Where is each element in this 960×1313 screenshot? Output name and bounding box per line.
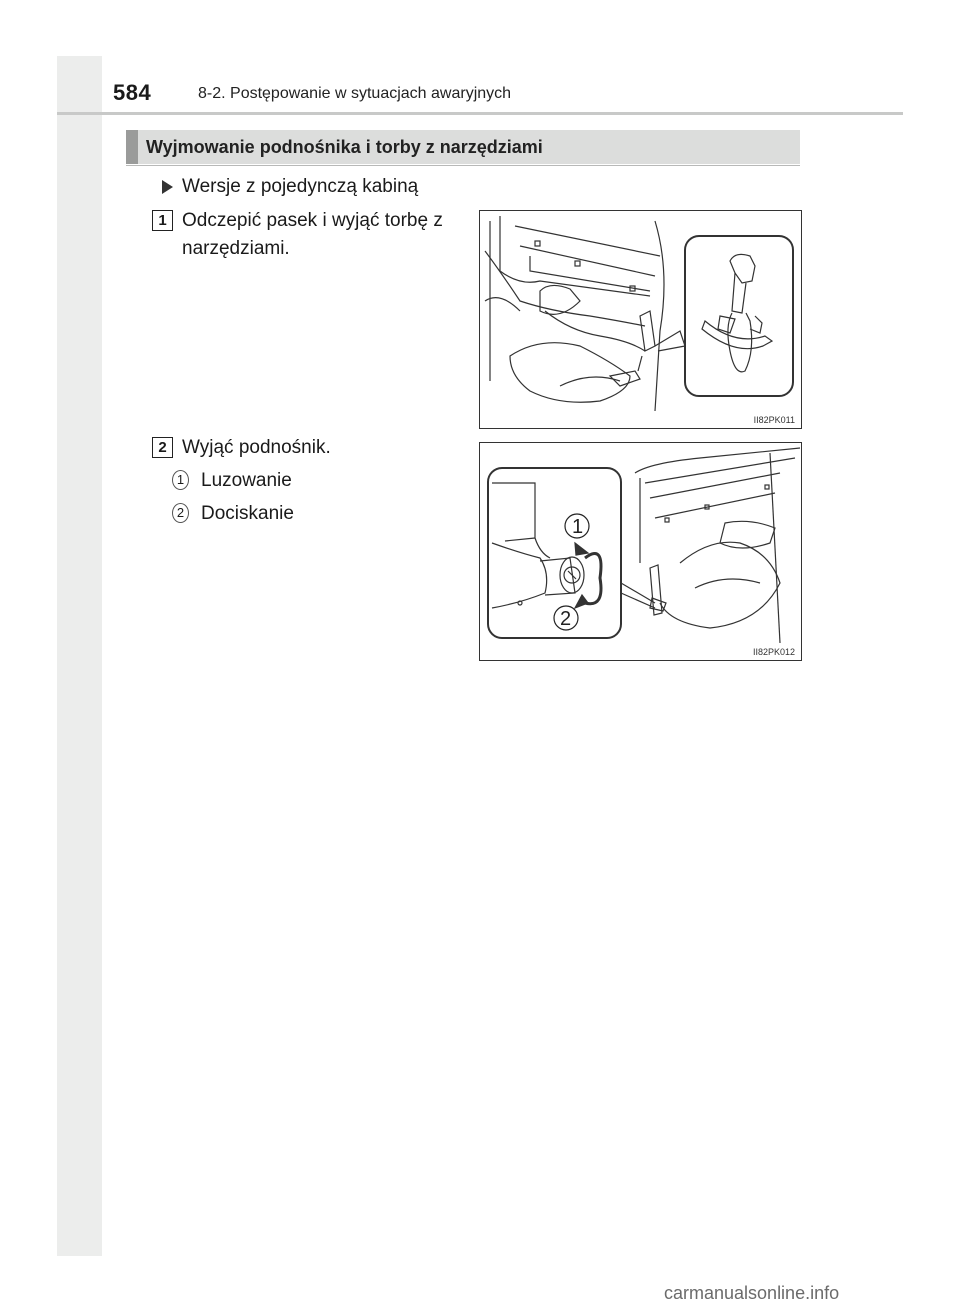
chapter-title: 8-2. Postępowanie w sytuacjach awaryjnych xyxy=(198,85,512,102)
tool-bag-illustration xyxy=(480,211,801,428)
bullet-triangle-icon xyxy=(162,180,173,194)
section-heading-text: Wyjmowanie podnośnika i torby z narzędziami xyxy=(146,137,543,157)
figure-1-code: II82PK011 xyxy=(753,415,795,425)
step-2-badge: 2 xyxy=(152,437,173,458)
header-divider xyxy=(57,112,903,115)
figure-jack xyxy=(479,442,802,661)
sub-item-1-number: 1 xyxy=(172,470,189,490)
section-divider xyxy=(126,165,800,166)
figure-2-code: II82PK012 xyxy=(752,647,795,657)
page-number: 584 xyxy=(113,80,152,105)
figure-callout-2: 2 xyxy=(560,608,572,630)
sub-item-2-label: Dociskanie xyxy=(201,503,294,524)
variant-label: Wersje z pojedynczą kabiną xyxy=(182,176,419,197)
step-2-text: Wyjąć podnośnik. xyxy=(182,437,331,458)
section-heading xyxy=(126,130,800,164)
sub-item-1-label: Luzowanie xyxy=(201,470,292,491)
side-band xyxy=(57,56,102,1256)
figure-tool-bag xyxy=(479,210,802,429)
jack-illustration xyxy=(480,443,801,660)
figure-callout-1: 1 xyxy=(572,516,584,538)
sub-item-2-number: 2 xyxy=(172,503,189,523)
step-1-text: Odczepić pasek i wyjąć torbę z narzędziami. xyxy=(182,210,443,259)
watermark-text: carmanualsonline.info xyxy=(664,1283,840,1303)
step-1-badge: 1 xyxy=(152,210,173,231)
